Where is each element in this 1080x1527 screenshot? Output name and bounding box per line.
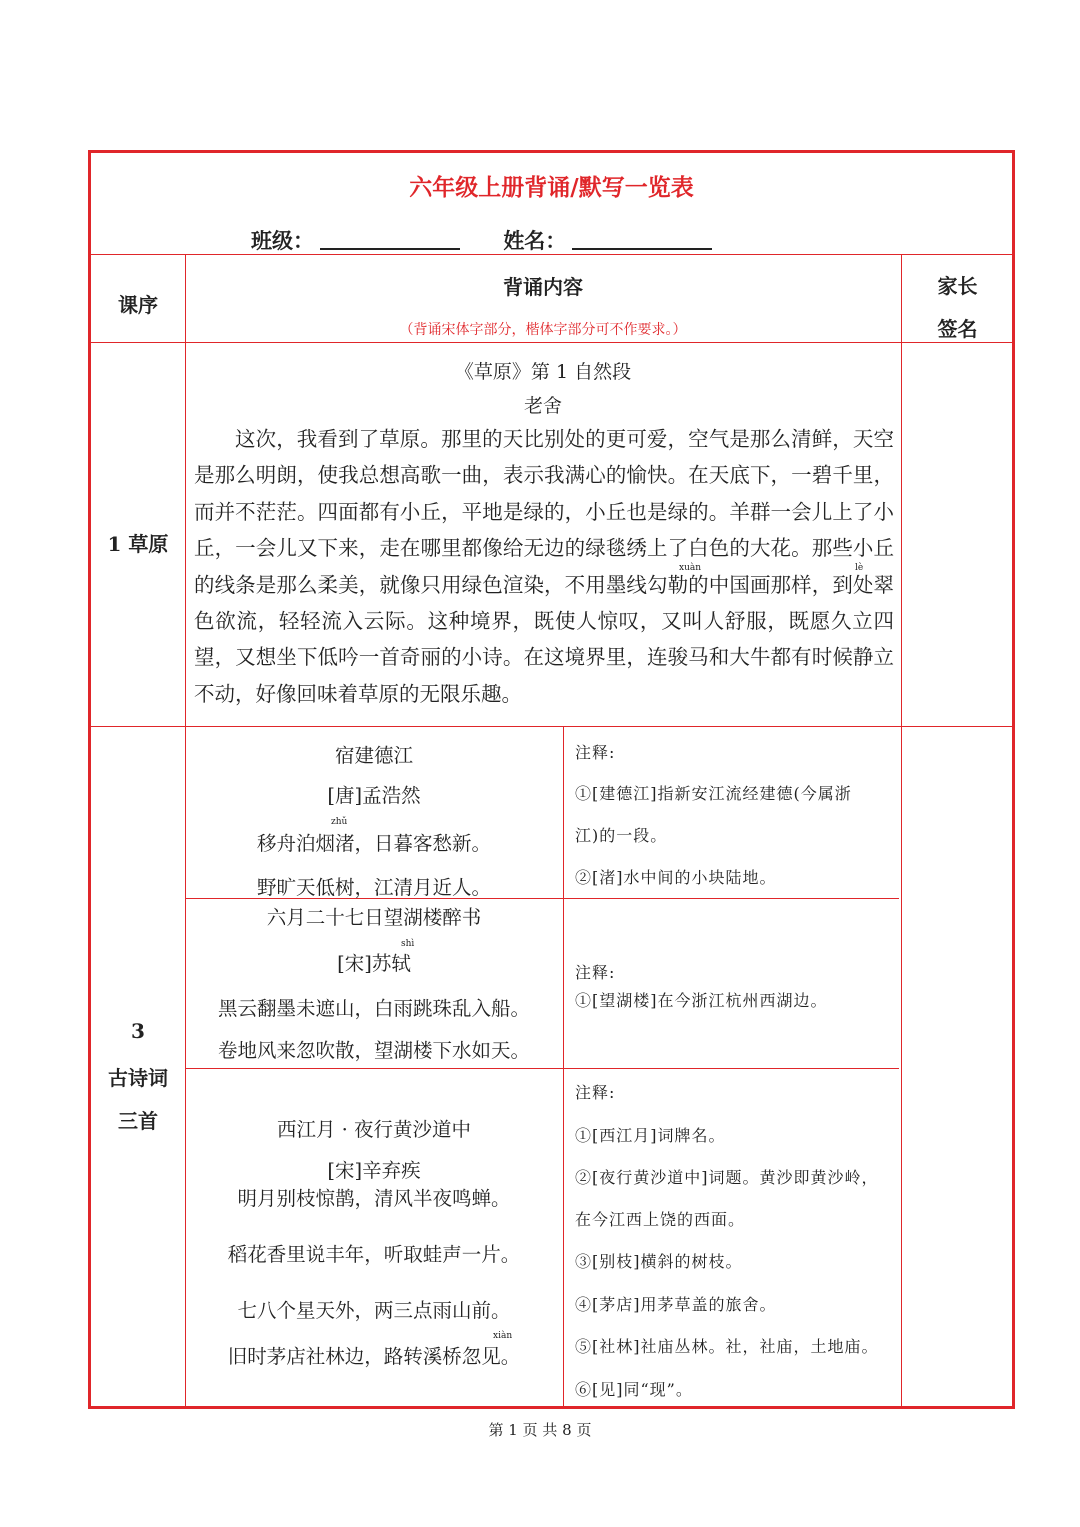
divider xyxy=(91,342,1012,343)
poem-3-line: 七八个星天外，两三点雨山前。 xyxy=(237,1299,511,1322)
poem-3-line: 稻花香里说丰年，听取蛙声一片。 xyxy=(227,1243,521,1266)
poem-3-ruby: xiàn xyxy=(493,1331,513,1341)
ruby-xuan: xuàn xyxy=(679,563,702,573)
header-lesson: 课序 xyxy=(118,293,158,317)
header-content: 背诵内容 xyxy=(503,275,583,299)
note-item: ②[夜行黄沙道中]词题。黄沙即黄沙岭， xyxy=(575,1168,879,1187)
note-item: ①[建德江]指新安江流经建德(今属浙 xyxy=(575,784,852,803)
note-item: ①[西江月]词牌名。 xyxy=(575,1126,726,1145)
poem-3-line: 明月别枝惊鹊，清风半夜鸣蝉。 xyxy=(237,1187,511,1210)
note-item: ①[望湖楼]在今浙江杭州西湖边。 xyxy=(575,991,828,1010)
lesson-1-heading: 《草原》第 1 自然段 xyxy=(454,361,632,383)
class-label: 班级： xyxy=(251,228,314,253)
lesson-3-label: 古诗词 xyxy=(108,1066,168,1090)
name-field[interactable] xyxy=(572,228,712,250)
divider xyxy=(91,254,1012,255)
ruby-le: lè xyxy=(855,563,864,573)
notes-heading: 注释: xyxy=(575,963,616,982)
note-item: 江)的一段。 xyxy=(575,826,668,845)
poem-3-title: 西江月 · 夜行黄沙道中 xyxy=(276,1118,472,1141)
lesson-1-label: 1 草原 xyxy=(107,532,169,556)
header-parent: 家长 xyxy=(937,274,978,298)
divider xyxy=(91,726,1012,727)
poem-2-line: 黑云翻墨未遮山，白雨跳珠乱入船。 xyxy=(217,997,530,1020)
poem-1-line: 野旷天低树，江清月近人。 xyxy=(256,876,491,899)
recitation-table xyxy=(88,150,1015,1409)
poem-1-title: 宿建德江 xyxy=(334,744,413,767)
lesson-3-number: 3 xyxy=(131,1019,145,1043)
notes-heading: 注释: xyxy=(575,1083,616,1102)
poem-2-line: 卷地风来忽吹散，望湖楼下水如天。 xyxy=(217,1039,530,1062)
poem-1-ruby: zhǔ xyxy=(331,817,348,827)
lesson-1-text: 这次，我看到了草原。那里的天比别处的更可爱，空气是那么清鲜，天空是那么明朗，使我总想高歌一曲，表示我满心的愉快。在天底下，一碧千里，而并不茫茫。四面都有小丘，平地是绿的，小丘也是绿的。羊群一会儿上了小丘，一会儿又下来，走在哪里都像给无边的绿毯绣上了白色的大花。那些小丘的线条是那么柔美，就像只用绿色渲染，不用墨线勾勒的中国画那样，到处翠色欲流，轻轻流入云际。这种境界，既使人惊叹，又叫人舒服，既愿久立四望，又想坐下低吟一首奇丽的小诗。在这境界里，连骏马和大牛都有时候静立不动，好像回味着草原的无限乐趣。 xyxy=(194,427,894,706)
header-signature: 签名 xyxy=(937,317,978,341)
header-content-note: （背诵宋体字部分，楷体字部分可不作要求。） xyxy=(399,322,687,338)
note-item: ⑤[社林]社庙丛林。社，社庙，土地庙。 xyxy=(575,1337,879,1356)
divider xyxy=(901,254,902,1409)
poem-1-line: 移舟泊烟渚，日暮客愁新。 xyxy=(256,832,491,855)
poem-2-author: [宋]苏轼 xyxy=(337,952,411,975)
divider xyxy=(185,1068,899,1069)
poem-2-title: 六月二十七日望湖楼醉书 xyxy=(266,906,482,929)
notes-heading: 注释: xyxy=(575,743,616,762)
note-item: ④[茅店]用茅草盖的旅舍。 xyxy=(575,1295,777,1314)
page-title: 六年级上册背诵/默写一览表 xyxy=(409,174,694,201)
page-footer: 第 1 页 共 8 页 xyxy=(488,1421,592,1439)
divider xyxy=(563,726,564,1409)
note-item: ③[别枝]横斜的树枝。 xyxy=(575,1252,743,1271)
note-item: ②[渚]水中间的小块陆地。 xyxy=(575,868,777,887)
name-label: 姓名： xyxy=(503,228,567,253)
lesson-3-label-b: 三首 xyxy=(118,1109,158,1133)
class-field[interactable] xyxy=(320,228,460,250)
note-item: 在今江西上饶的西面。 xyxy=(575,1210,746,1229)
poem-3-author: [宋]辛弃疾 xyxy=(327,1159,421,1182)
poem-2-ruby: shì xyxy=(401,939,415,949)
poem-1-author: [唐]孟浩然 xyxy=(327,784,421,807)
note-item: ⑥[见]同“现”。 xyxy=(575,1380,693,1399)
lesson-1-author: 老舍 xyxy=(523,395,562,417)
student-info xyxy=(251,225,748,255)
poem-3-line: 旧时茅店社林边，路转溪桥忽见。 xyxy=(227,1345,521,1368)
